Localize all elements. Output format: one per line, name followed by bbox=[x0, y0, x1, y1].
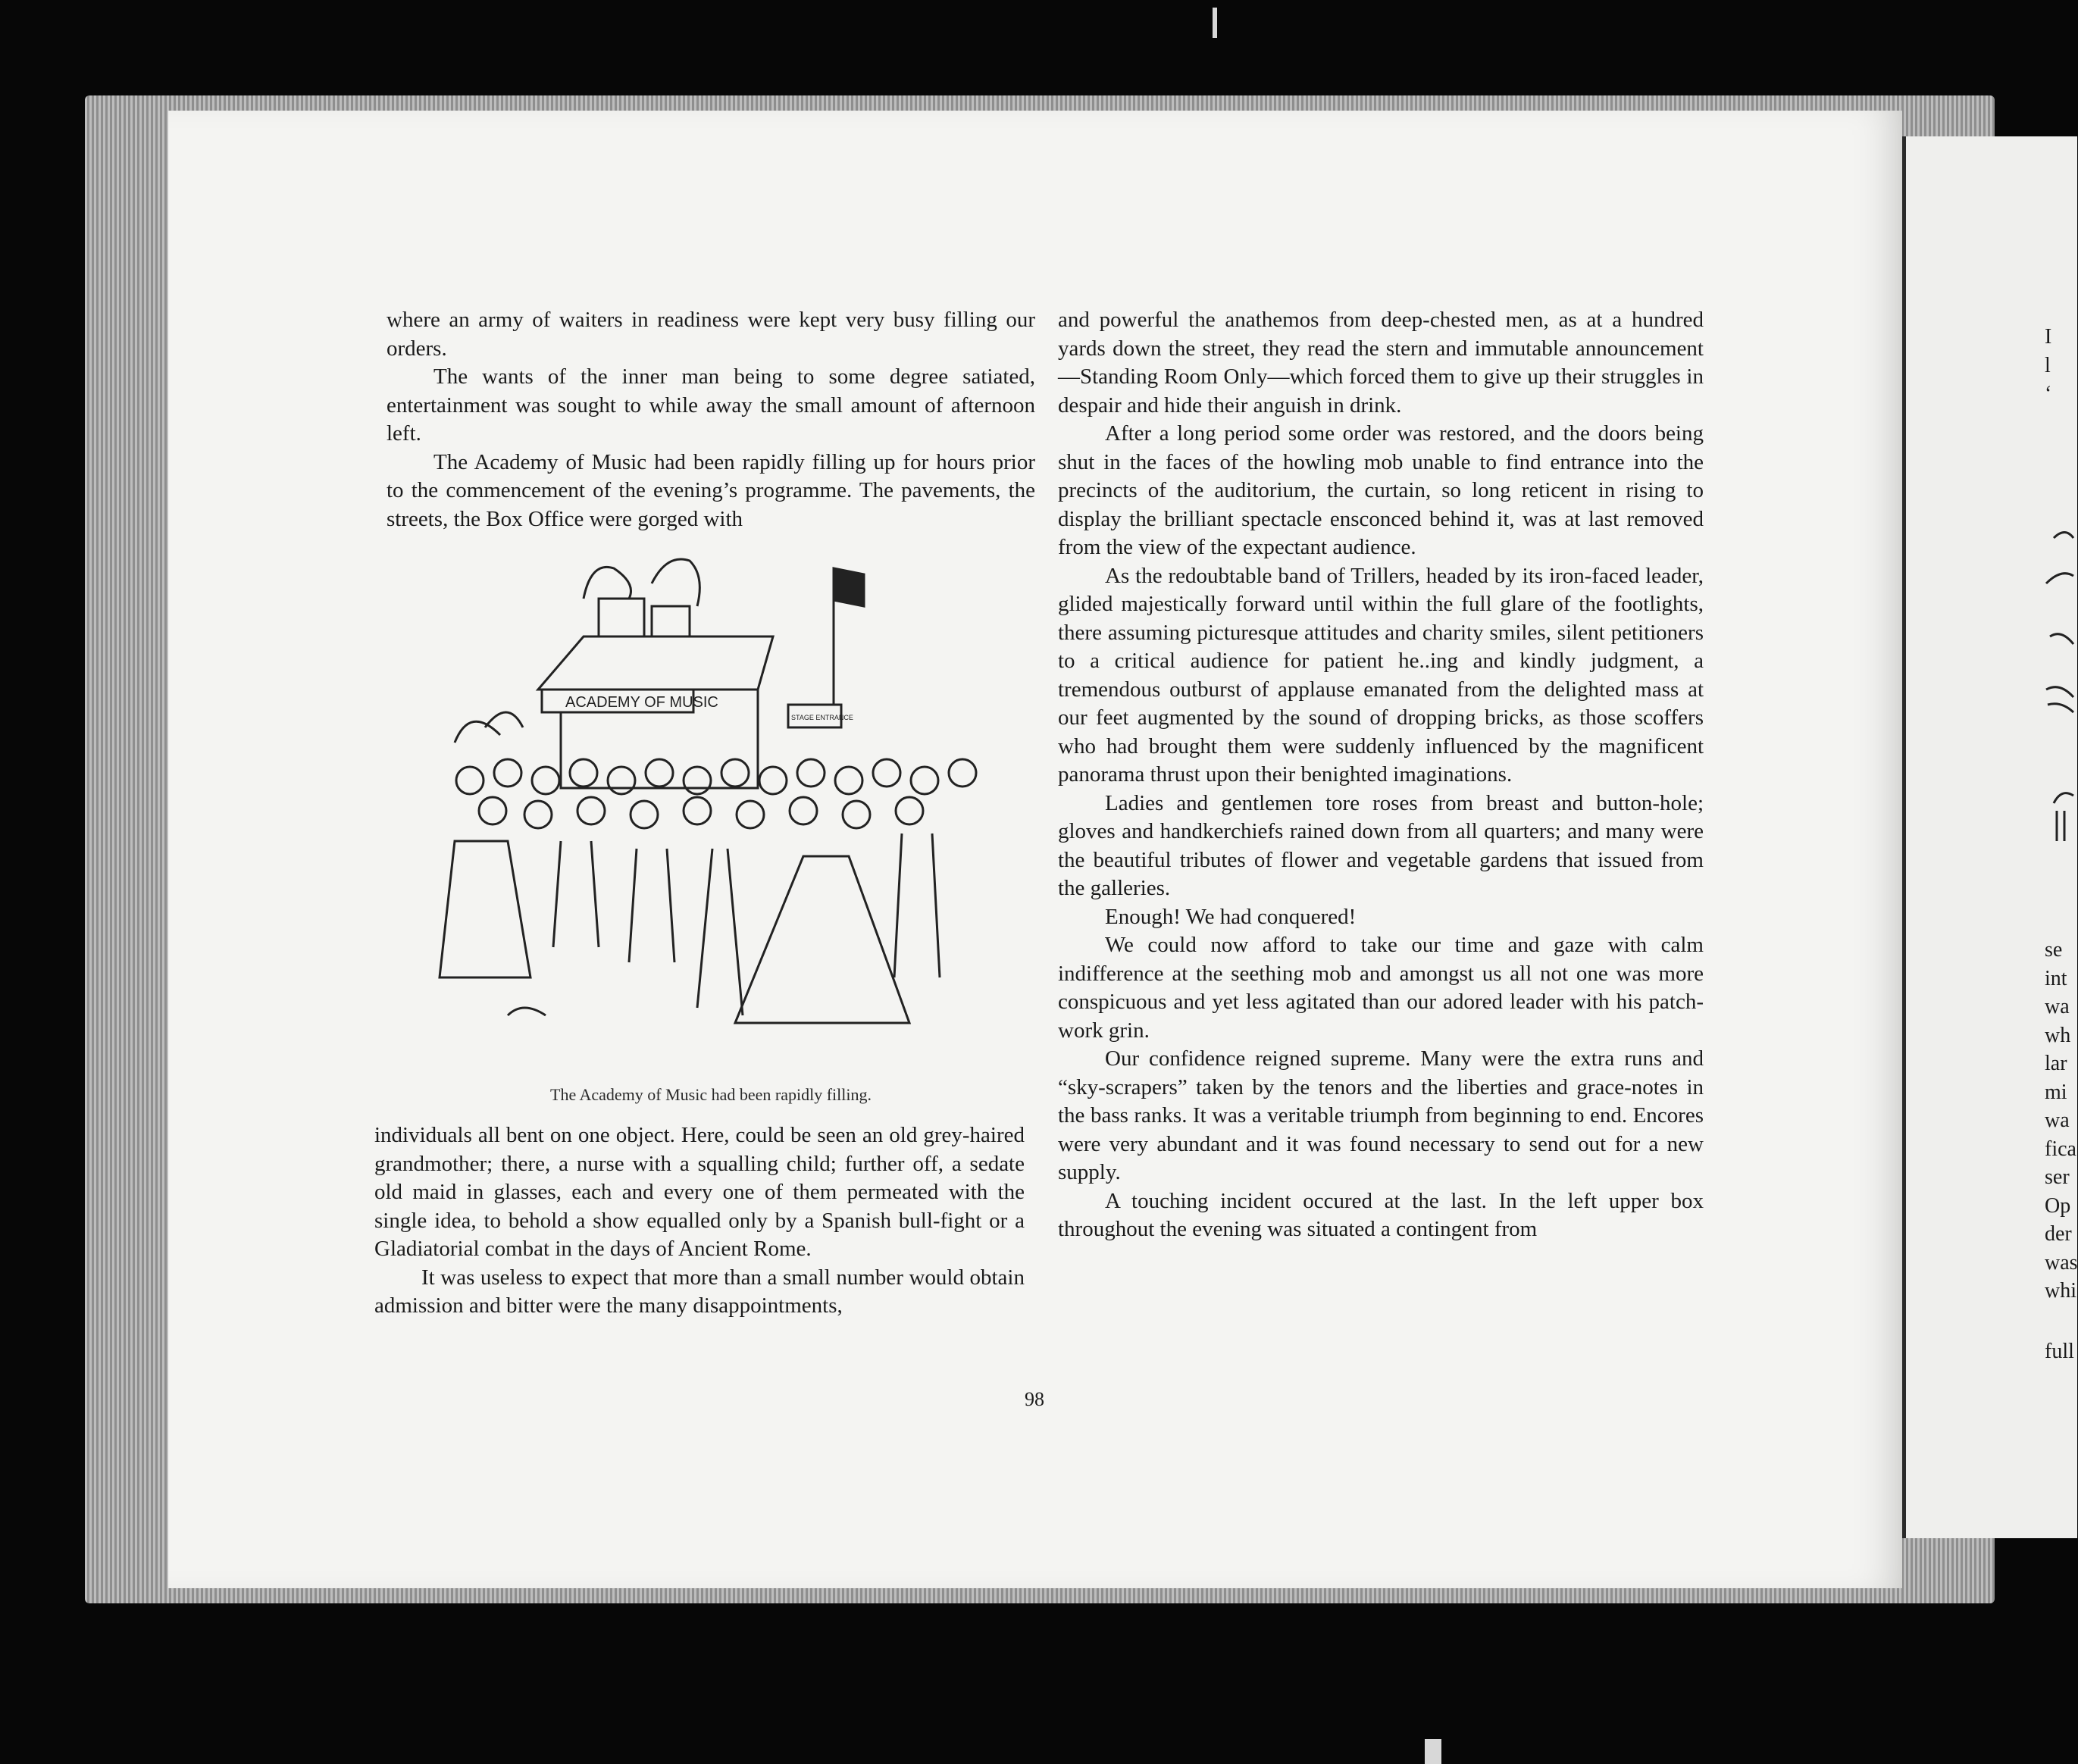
text-fragment: der bbox=[2045, 1222, 2072, 1246]
text-fragment: wa bbox=[2045, 995, 2070, 1018]
academy-sign: ACADEMY OF MUSIC bbox=[565, 694, 718, 711]
left-column-bottom bbox=[374, 1121, 1025, 1321]
illustration-caption: The Academy of Music had been rapidly filling. bbox=[550, 1085, 872, 1104]
paragraph: The wants of the inner man being to some degree satiated, entertainment was sought to while away the small amount of afternoon left. bbox=[386, 364, 1035, 446]
paragraph: A touching incident occured at the last. In the left upper box throughout the evening was situated a contingent from bbox=[1058, 1188, 1704, 1241]
text-fragment: whi bbox=[2045, 1279, 2076, 1303]
paragraph: Enough! We had conquered! bbox=[1105, 904, 1357, 929]
stage-entrance-sign: STAGE ENTRANCE bbox=[791, 714, 853, 721]
paragraph: The Academy of Music had been rapidly filling up for hours prior to the commencement of the evening’s programme. The pavements, the streets, the Box Office were gorged with bbox=[386, 449, 1035, 531]
text-fragment: wa bbox=[2045, 1109, 2070, 1132]
paragraph: where an army of waiters in readiness were kept very busy filling our orders. bbox=[386, 308, 1035, 361]
paragraph: Our confidence reigned supreme. Many were the extra runs and “sky-scrapers” taken by the tenors and the liberties and grace-notes in the bass ranks. It was a veritable triumph from beginning to end. Encores were very abundant and it was found necessary to send out for a new supply. bbox=[1058, 1046, 1704, 1184]
text-fragment: was bbox=[2045, 1250, 2078, 1275]
text-fragment: I bbox=[2045, 325, 2052, 349]
next-page-text-bottom bbox=[2045, 1337, 2074, 1366]
text-fragment: se bbox=[2045, 938, 2063, 962]
paragraph: We could now afford to take our time and gaze with calm indifference at the seething mob and amongst us all not one was more conspicuous and yet less agitated than our adored leader with his patch-work grin. bbox=[1058, 933, 1704, 1043]
text-fragment: ser bbox=[2045, 1165, 2070, 1189]
text-fragment: wh bbox=[2045, 1023, 2071, 1047]
text-fragment: mi bbox=[2045, 1080, 2067, 1104]
next-page-illustration-fragment bbox=[2046, 523, 2073, 887]
text-fragment: int bbox=[2045, 966, 2067, 990]
text-fragment: lar bbox=[2045, 1052, 2067, 1075]
left-column-top bbox=[386, 306, 1035, 533]
next-page-text-middle bbox=[2045, 936, 2078, 1306]
text-fragment: full bbox=[2045, 1340, 2074, 1363]
paragraph: As the redoubtable band of Trillers, headed by its iron-faced leader, glided majestically forward until within the full glare of the footlights, there assuming picturesque attitudes and charity smiles, silent petitioners to a critical audience for patient he..ing and kindly judgment, a tremendous outburst of applause emanated from the delighted mass at our feet augmented by the sound of dropping bricks, as those scoffers who had brought them were suddenly influenced by the magnificent panorama thrust upon their benighted imaginations. bbox=[1058, 563, 1704, 787]
paragraph: It was useless to expect that more than a small number would obtain admission and bitter were the many disappointments, bbox=[374, 1265, 1025, 1318]
right-column bbox=[1058, 306, 1704, 1244]
text-fragment: ‘ bbox=[2045, 382, 2052, 405]
text-fragment: l bbox=[2045, 353, 2051, 377]
page-number: 98 bbox=[1025, 1388, 1044, 1410]
scan-speck bbox=[1425, 1739, 1441, 1764]
text-fragment: Op bbox=[2045, 1193, 2071, 1218]
paragraph: After a long period some order was restored, and the doors being shut in the faces of the howling mob unable to find entrance into the precincts of the auditorium, the curtain, so long reticent in rising to display the brilliant spectacle ensconced behind it, was at last removed from the view of the expectant audience. bbox=[1058, 421, 1704, 559]
academy-of-music-illustration bbox=[409, 553, 1016, 1053]
next-page-text-top bbox=[2045, 323, 2051, 408]
paragraph: Ladies and gentlemen tore roses from breast and button-hole; gloves and handkerchiefs rained down from all quarters; and many were the beautiful tributes of flower and vegetable gardens that issued from the galleries. bbox=[1058, 790, 1704, 900]
scan-speck bbox=[1213, 8, 1217, 38]
paragraph: individuals all bent on one object. Here, could be seen an old grey-haired grandmother; there, a nurse with a squalling child; further off, a sedate old maid in glasses, each and every one of them permeated with the single idea, to behold a show equalled only by a Spanish bull-fight or a Gladiatorial combat in the days of Ancient Rome. bbox=[374, 1123, 1025, 1261]
text-fragment: fica bbox=[2045, 1137, 2076, 1161]
paragraph: and powerful the anathemos from deep-chested men, as at a hundred yards down the street, they read the stern and immutable announcement—Standing Room Only—which forced them to give up their struggles in despair and hide their anguish in drink. bbox=[1058, 308, 1704, 418]
